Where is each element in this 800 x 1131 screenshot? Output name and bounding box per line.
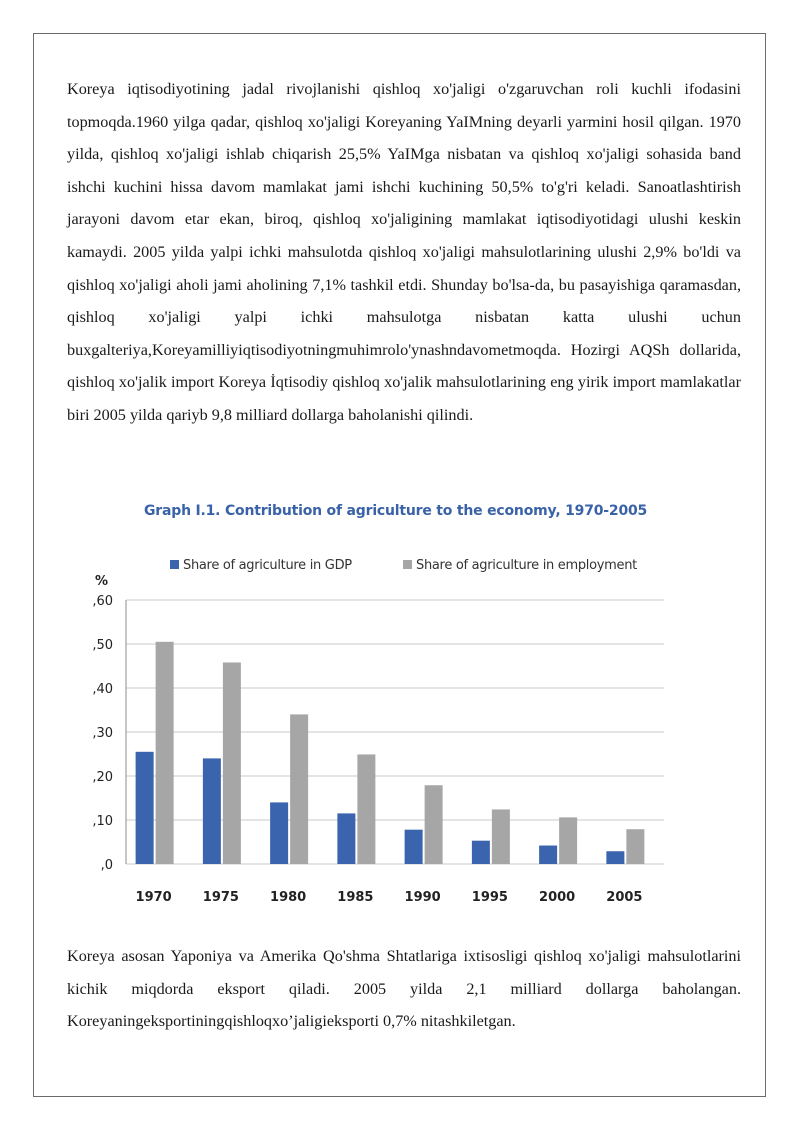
bar-gdp (539, 846, 557, 864)
x-tick-label: 1970 (135, 890, 172, 905)
bar-employment (425, 785, 443, 864)
bar-gdp (136, 752, 154, 864)
paragraph-export: Koreya asosan Yaponiya va Amerika Qo'shma Shtatlariga ixtisosligi qishloq xo'jaligi mahsulotlarini kichik miqdorda eksport qiladi. 2005 yilda 2,1 milliard dollarga baholangan. Koreyaningeksportiningqishloqxo’jaligieksporti 0,7% nitashkiletgan. (67, 947, 741, 1031)
chart-title: Graph I.1. Contribution of agriculture to the economy, 1970-2005 (144, 503, 648, 519)
bar-gdp (606, 851, 624, 864)
legend-swatch (170, 560, 179, 569)
x-tick-label: 1990 (404, 890, 441, 905)
y-tick-label: ,60 (92, 594, 113, 609)
bar-employment (290, 714, 308, 864)
bar-gdp (203, 758, 221, 864)
bar-employment (156, 642, 174, 864)
y-tick-label: ,20 (92, 770, 113, 785)
legend-label: Share of agriculture in GDP (183, 558, 352, 573)
y-tick-label: ,0 (100, 858, 113, 873)
x-tick-label: 1985 (337, 890, 374, 905)
x-tick-label: 1980 (270, 890, 307, 905)
x-tick-label: 2005 (606, 890, 643, 905)
bar-gdp (405, 830, 423, 864)
bar-employment (357, 754, 375, 864)
x-tick-label: 2000 (539, 890, 576, 905)
bar-gdp (472, 841, 490, 864)
bar-gdp (270, 802, 288, 864)
y-tick-label: ,40 (92, 682, 113, 697)
paragraph-intro: Koreya iqtisodiyotining jadal rivojlanishi qishloq xo'jaligi o'zgaruvchan roli kuchli ifodasini topmoqda.1960 yilga qadar, qishloq xo'jaligi Koreyaning YaIMning deyarli yarmini hosil qilgan. 1970 yilda, qishloq xo'jaligi ishlab chiqarish 25,5% YaIMga nisbatan va qishloq xo'jaligi sohasida band ishchi kuchini hissa davom mamlakat jami ishchi kuchining 50,5% to'g'ri keladi. Sanoatlashtirish jarayoni davom etar ekan, biroq, qishloq xo'jaligining mamlakat iqtisodiyotidagi ulushi keskin kamaydi. 2005 yilda yalpi ichki mahsulotda qishloq xo'jaligi mahsulotlarining ulushi 2,9% bo'ldi va qishloq xo'jaligi aholi jami aholining 7,1% tashkil etdi. Shunday bo'lsa-da, bu pasayishiga qaramasdan, qishloq xo'jaligi yalpi ichki mahsulotga nisbatan katta ulushi uchun buxgalteriya,Koreyamilliyiqtisodiyotningmuhimrolo'ynashndavometmoqda. Hozirgi AQSh dollarida, qishloq xo'jalik import Koreya İqtisodiy qishloq xo'jalik mahsulotlarining eng yirik import mamlakatlar biri 2005 yilda qariyb 9,8 milliard dollarga baholanishi qilindi. (67, 80, 741, 424)
y-tick-label: ,10 (92, 814, 113, 829)
x-tick-label: 1995 (471, 890, 508, 905)
bar-employment (223, 662, 241, 864)
y-axis-label: % (95, 574, 109, 589)
bar-employment (559, 817, 577, 864)
bar-employment (626, 829, 644, 864)
legend-swatch (403, 560, 412, 569)
bar-gdp (337, 813, 355, 864)
y-tick-label: ,50 (92, 638, 113, 653)
y-tick-label: ,30 (92, 726, 113, 741)
x-tick-label: 1975 (202, 890, 239, 905)
legend-label: Share of agriculture in employment (416, 558, 637, 573)
bar-employment (492, 809, 510, 864)
